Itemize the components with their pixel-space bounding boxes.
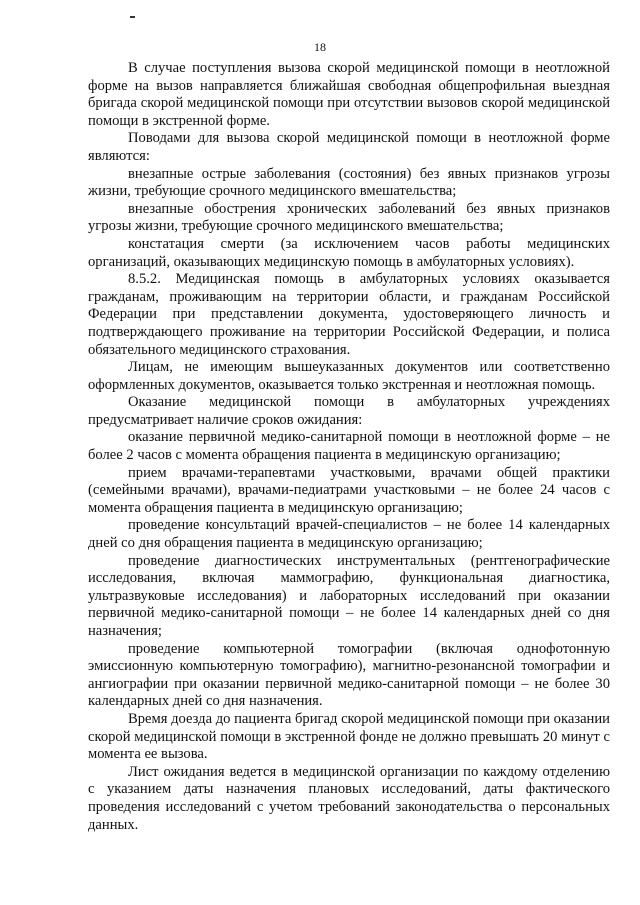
paragraph-waiting-times-intro: Оказание медицинской помощи в амбулаторных учреждениях предусматривает наличие сроков ожидания:	[88, 394, 610, 428]
paragraph-acute-diseases: внезапные острые заболевания (состояния) без явных признаков угрозы жизни, требующие срочного медицинского вмешательства;	[88, 165, 610, 200]
paragraph-urgent-primary-care: оказание первичной медико-санитарной помощи в неотложной форме – не более 2 часов с момента обращения пациента в медицинскую организацию;	[88, 429, 610, 464]
paragraph-arrival-time: Время доезда до пациента бригад скорой медицинской помощи при оказании скорой медицинской помощи в экстренной фонде не должно превышать 20 минут с момента ее вызова.	[88, 710, 610, 763]
document-body	[88, 60, 610, 834]
paragraph-chronic-exacerbations: внезапные обострения хронических заболеваний без явных признаков угрозы жизни, требующие срочного медицинского вмешательства;	[88, 200, 610, 235]
paragraph-diagnostic-tests: проведение диагностических инструментальных (рентгенографические исследования, включая маммографию, функциональная диагностика, ультразвуковые исследования) и лабораторных исследований при оказании первичной медико-санитарной помощи – не более 14 календарных дней со дня назначения;	[88, 552, 610, 639]
paragraph-no-documents: Лицам, не имеющим вышеуказанных документов или соответственно оформленных документов, оказывается только экстренная и неотложная помощь.	[88, 359, 610, 393]
paragraph-ct-mri: проведение компьютерной томографии (включая однофотонную эмиссионную компьютерную томографию), магнитно-резонансной томографии и ангиографии при оказании первичной медико-санитарной помощи – не более 30 календарных дней со дня назначения.	[88, 640, 610, 710]
paragraph-waiting-list: Лист ожидания ведется в медицинской организации по каждому отделению с указанием даты назначения плановых исследований, даты фактического проведения исследований с учетом требований законодательства о персональных данных.	[88, 763, 610, 833]
paragraph-specialist-consultations: проведение консультаций врачей-специалистов – не более 14 календарных дней со дня обращения пациента в медицинскую организацию;	[88, 517, 610, 552]
paragraph-urgent-reasons-intro: Поводами для вызова скорой медицинской помощи в неотложной форме являются:	[88, 130, 610, 164]
page-number: 18	[314, 40, 326, 54]
paragraph-section-8-5-2: 8.5.2. Медицинская помощь в амбулаторных условиях оказывается гражданам, проживающим на территории области, и гражданам Российской Федерации при представлении документа, удостоверяющего личность и подтверждающего проживание на территории Российской Федерации, и полиса обязательного медицинского страхования.	[88, 271, 610, 358]
paragraph-ambulance-dispatch: В случае поступления вызова скорой медицинской помощи в неотложной форме на вызов направляется ближайшая свободная общепрофильная выездная бригада скорой медицинской помощи при отсутствии вызовов скорой медицинской помощи в экстренной форме.	[88, 60, 610, 129]
paragraph-death-confirmation: констатация смерти (за исключением часов работы медицинских организаций, оказывающих медицинскую помощь в амбулаторных условиях).	[88, 235, 610, 270]
scan-mark	[130, 16, 135, 18]
paragraph-therapist-appointment: прием врачами-терапевтами участковыми, врачами общей практики (семейными врачами), врачами-педиатрами участковыми – не более 24 часов с момента обращения пациента в медицинскую организацию;	[88, 464, 610, 516]
